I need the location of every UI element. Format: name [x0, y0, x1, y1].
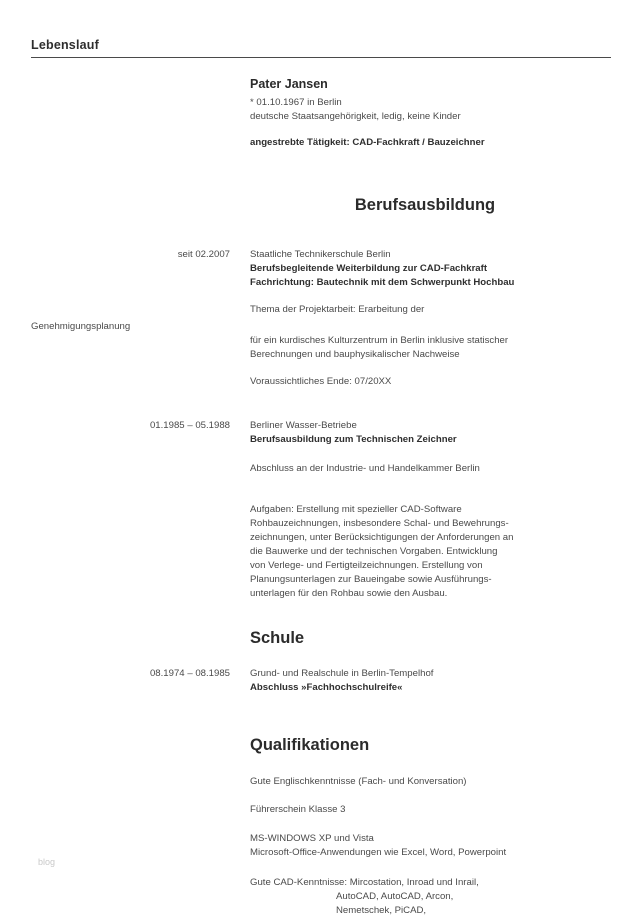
education-1-side-note: Genehmigungsplanung — [31, 321, 131, 332]
target-position: angestrebte Tätigkeit: CAD-Fachkraft / Bauzeichner — [250, 137, 485, 148]
applicant-name: Pater Jansen — [250, 77, 328, 91]
education-2-task-line-5: von Verlege- und Fertigteilzeichnungen. Erstellung von — [250, 560, 483, 571]
school-1-line1: Grund- und Realschule in Berlin-Tempelhof — [250, 668, 434, 679]
qualification-item-4 — [250, 876, 600, 918]
qualification-cad-line-1: Gute CAD-Kenntnisse: Mircostation, Inroad und Inrail, — [250, 877, 479, 888]
education-2-tasks — [250, 503, 605, 601]
education-1-line5: für ein kurdisches Kulturzentrum in Berlin inklusive statischer — [250, 335, 509, 346]
birth-line: * 01.10.1967 in Berlin — [250, 97, 342, 108]
education-2-task-line-6: Planungsunterlagen zur Baueingabe sowie Ausführungs- — [250, 574, 492, 585]
qualification-office: Microsoft-Office-Anwendungen wie Excel, Word, Powerpoint — [250, 847, 507, 858]
education-1-expected-end: Voraussichtliches Ende: 07/20XX — [250, 376, 392, 387]
qualification-os: MS-WINDOWS XP und Vista — [250, 833, 374, 844]
education-2-line1: Berliner Wasser-Betriebe — [250, 420, 357, 431]
education-entry-1 — [250, 248, 600, 290]
page-title: Lebenslauf — [31, 38, 99, 52]
qualification-cad-line-2: AutoCAD, AutoCAD, Arcon, — [336, 891, 454, 902]
education-2-task-line-3: zeichnungen, unter Berücksichtigungen der Anforderungen an — [250, 532, 514, 543]
education-date-1: seit 02.2007 — [177, 249, 230, 260]
education-entry-2 — [250, 419, 600, 447]
education-2-task-line-4: die Bauwerke und der technischen Vorgaben. Entwicklung — [250, 546, 498, 557]
education-2-line2: Berufsausbildung zum Technischen Zeichner — [250, 434, 457, 445]
education-date-2: 01.1985 – 05.1988 — [149, 420, 230, 431]
personal-details — [250, 96, 600, 124]
education-1-project-topic: Thema der Projektarbeit: Erarbeitung der — [250, 304, 425, 315]
section-title-school: Schule — [250, 629, 305, 647]
section-title-education: Berufsausbildung — [354, 196, 496, 214]
education-2-certificate: Abschluss an der Industrie- und Handelkammer Berlin — [250, 463, 480, 474]
school-date-1: 08.1974 – 08.1985 — [149, 668, 230, 679]
education-1-line1: Staatliche Technikerschule Berlin — [250, 249, 391, 260]
education-1-project-detail — [250, 334, 605, 362]
qualification-item-3 — [250, 832, 600, 860]
education-1-line6: Berechnungen und bauphysikalischer Nachweise — [250, 349, 460, 360]
qualification-cad-line-3: Nemetschek, PiCAD, — [336, 905, 427, 916]
education-2-task-line-1: Aufgaben: Erstellung mit spezieller CAD-Software — [250, 504, 462, 515]
education-1-line2: Berufsbegleitende Weiterbildung zur CAD-Fachkraft — [250, 263, 488, 274]
section-title-qualifications: Qualifikationen — [250, 736, 370, 754]
education-2-task-line-2: Rohbauzeichnungen, insbesondere Schal- und Bewehrungs- — [250, 518, 509, 529]
citizenship-line: deutsche Staatsangehörigkeit, ledig, keine Kinder — [250, 111, 461, 122]
qualification-item-2: Führerschein Klasse 3 — [250, 804, 346, 815]
education-1-line3: Fachrichtung: Bautechnik mit dem Schwerpunkt Hochbau — [250, 277, 515, 288]
qualification-item-1: Gute Englischkenntnisse (Fach- und Konversation) — [250, 776, 467, 787]
title-divider — [31, 57, 611, 58]
school-1-line2: Abschluss »Fachhochschulreife« — [250, 682, 403, 693]
school-entry-1 — [250, 667, 600, 695]
watermark-label: blog — [38, 857, 56, 867]
education-2-task-line-7: unterlagen für den Rohbau sowie den Ausbau. — [250, 588, 448, 599]
